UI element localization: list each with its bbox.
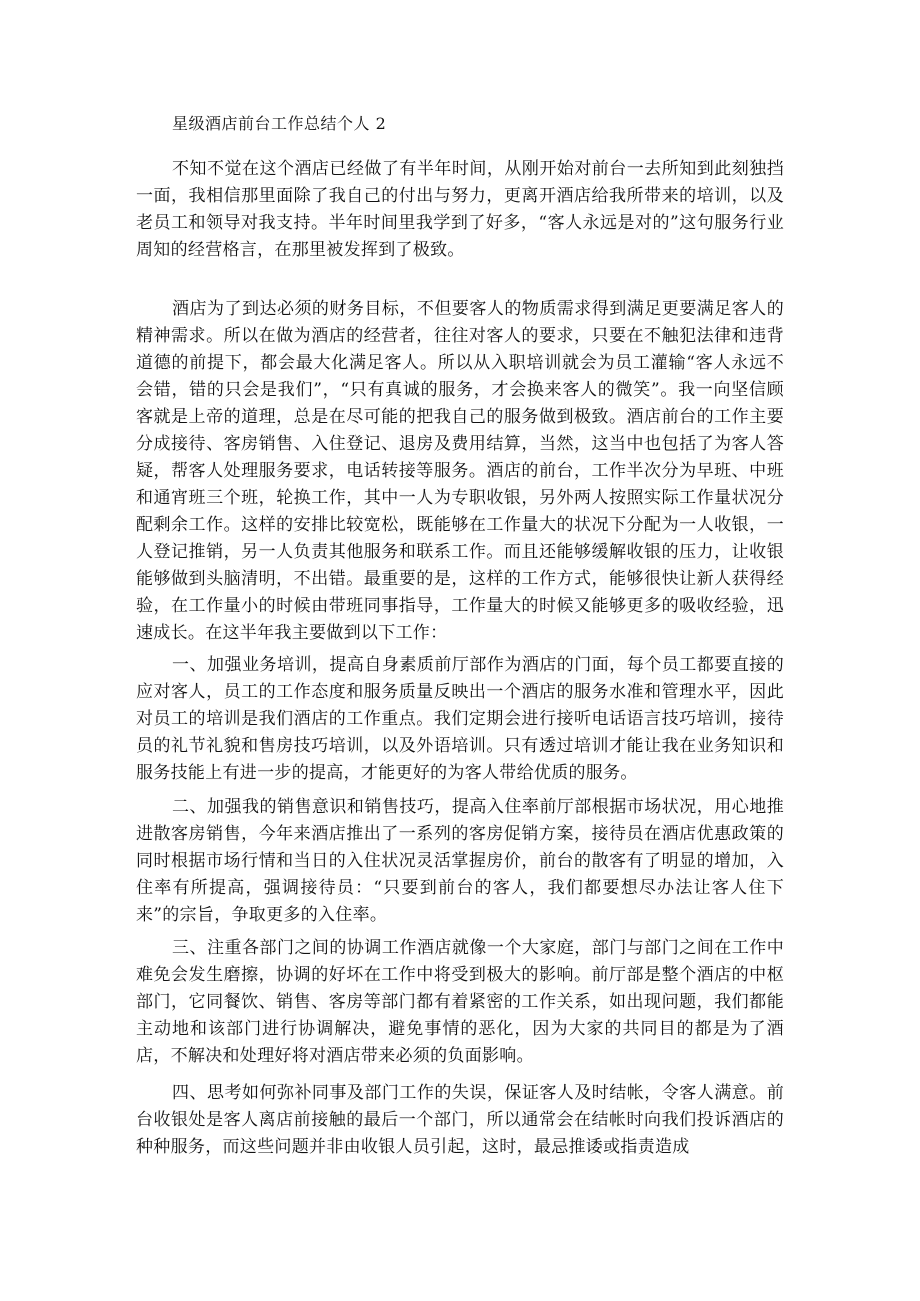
document-title: 星级酒店前台工作总结个人 2 [172,114,387,133]
paragraph-intro: 不知不觉在这个酒店已经做了有半年时间，从刚开始对前台一去所知到此刻独挡一面，我相信那里面除了我自己的付出与努力，更离开酒店给我所带来的培训，以及老员工和领导对我支持。半年时间里我学到了好多，“客人永远是对的”这句服务行业周知的经营格言，在那里被发挥到了极致。 [136,159,784,260]
paragraph-coordination: 三、注重各部门之间的协调工作酒店就像一个大家庭，部门与部门之间在工作中难免会发生磨擦，协调的好坏在工作中将受到极大的影响。前厅部是整个酒店的中枢部门，它同餐饮、销售、客房等部门都有着紧密的工作关系，如出现问题，我们都能主动地和该部门进行协调解决，避免事情的恶化，因为大家的共同目的都是为了酒店，不解决和处理好将对酒店带来必须的负面影响。 [136,938,784,1066]
paragraph-checkout: 四、思考如何弥补同事及部门工作的失误，保证客人及时结帐，令客人满意。前台收银处是客人离店前接触的最后一个部门，所以通常会在结帐时向我们投诉酒店的种种服务，而这些问题并非由收银人员引起，这时，最忌推诿或指责造成 [136,1083,784,1157]
paragraph-training: 一、加强业务培训，提高自身素质前厅部作为酒店的门面，每个员工都要直接的应对客人，员工的工作态度和服务质量反映出一个酒店的服务水准和管理水平，因此对员工的培训是我们酒店的工作重点。我们定期会进行接听电话语言技巧培训，接待员的礼节礼貌和售房技巧培训，以及外语培训。只有透过培训才能让我在业务知识和服务技能上有进一步的提高，才能更好的为客人带给优质的服务。 [136,655,784,783]
paragraph-sales: 二、加强我的销售意识和销售技巧，提高入住率前厅部根据市场状况，用心地推进散客房销售，今年来酒店推出了一系列的客房促销方案，接待员在酒店优惠政策的同时根据市场行情和当日的入住状况灵活掌握房价，前台的散客有了明显的增加，入住率有所提高，强调接待员：“只要到前台的客人，我们都要想尽办法让客人住下来”的宗旨，争取更多的入住率。 [136,797,784,925]
paragraph-goals: 酒店为了到达必须的财务目标，不但要客人的物质需求得到满足更要满足客人的精神需求。所以在做为酒店的经营者，往往对客人的要求，只要在不触犯法律和违背道德的前提下，都会最大化满足客人。所以从入职培训就会为员工灌输“客人永远不会错，错的只会是我们”，“只有真诚的服务，才会换来客人的微笑”。我一向坚信顾客就是上帝的道理，总是在尽可能的把我自己的服务做到极致。酒店前台的工作主要分成接待、客房销售、入住登记、退房及费用结算，当然，这当中也包括了为客人答疑，帮客人处理服务要求，电话转接等服务。酒店的前台，工作半次分为早班、中班和通宵班三个班，轮换工作，其中一人为专职收银，另外两人按照实际工作量状况分配剩余工作。这样的安排比较宽松，既能够在工作量大的状况下分配为一人收银，一人登记推销，另一人负责其他服务和联系工作。而且还能够缓解收银的压力，让收银能够做到头脑清明，不出错。最重要的是，这样的工作方式，能够很快让新人获得经验，在工作量小的时候由带班同事指导，工作量大的时候又能够更多的吸收经验，迅速成长。在这半年我主要做到以下工作： [136,299,784,643]
